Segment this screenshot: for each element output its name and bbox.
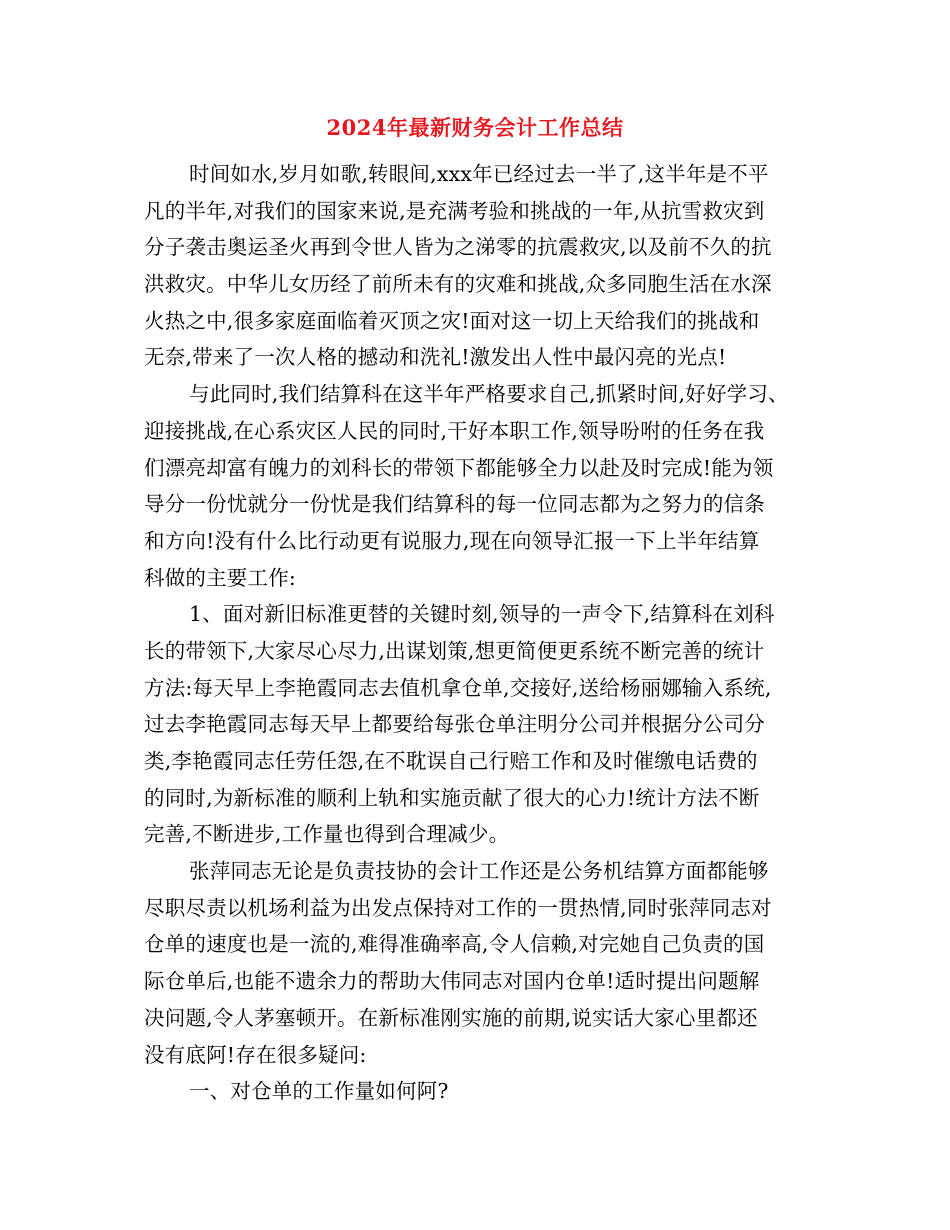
paragraph-line: 和方向!没有什么比行动更有说服力,现在向领导汇报一下上半年结算 <box>144 528 760 553</box>
paragraph-line: 分子袭击奥运圣火再到令世人皆为之涕零的抗震救灾,以及前不久的抗 <box>144 235 772 260</box>
paragraph-line: 科做的主要工作: <box>144 565 297 590</box>
paragraph-line: 一、对仓单的工作量如何阿? <box>189 1079 449 1104</box>
paragraph-line: 导分一份忧就分一份忧是我们结算科的每一位同志都为之努力的信条 <box>144 492 765 517</box>
paragraph-line: 方法:每天早上李艳霞同志去值机拿仓单,交接好,送给杨丽娜输入系统, <box>144 675 772 700</box>
paragraph-line: 完善,不断进步,工作量也得到合理减少。 <box>144 822 510 847</box>
paragraph-line: 火热之中,很多家庭面临着灭顶之灾!面对这一切上天给我们的挑战和 <box>144 308 760 333</box>
paragraph-line: 过去李艳霞同志每天早上都要给每张仓单注明分公司并根据分公司分 <box>144 712 765 737</box>
paragraph-line: 决问题,令人茅塞顿开。在新标准刚实施的前期,说实话大家心里都还 <box>144 1005 758 1030</box>
paragraph-line: 仓单的速度也是一流的,难得准确率高,令人信赖,对完她自己负责的国 <box>144 932 765 957</box>
paragraph-line: 长的带领下,大家尽心尽力,出谋划策,想更简便更系统不断完善的统计 <box>144 638 765 663</box>
paragraph-line: 张萍同志无论是负责技协的会计工作还是公务机结算方面都能够 <box>189 859 769 884</box>
paragraph-line: 类,李艳霞同志任劳任怨,在不耽误自己行赔工作和及时催缴电话费的 <box>144 749 758 773</box>
paragraph-line: 的同时,为新标准的顺利上轨和实施贡献了很大的心力!统计方法不断 <box>144 785 760 810</box>
paragraph-line: 际仓单后,也能不遗余力的帮助大伟同志对国内仓单!适时提出问题解 <box>144 969 760 994</box>
paragraph-line: 凡的半年,对我们的国家来说,是充满考验和挑战的一年,从抗雪救灾到 <box>144 198 765 223</box>
paragraph-line: 无奈,带来了一次人格的撼动和洗礼!激发出人性中最闪亮的光点! <box>144 345 727 370</box>
paragraph-line: 与此同时,我们结算科在这半年严格要求自己,抓紧时间,好好学习、 <box>189 382 789 407</box>
paragraph-line: 没有底阿!存在很多疑问: <box>144 1042 367 1067</box>
paragraph-line: 们漂亮却富有魄力的刘科长的带领下都能够全力以赴及时完成!能为领 <box>144 455 774 480</box>
paragraph-line: 迎接挑战,在心系灾区人民的同时,干好本职工作,领导吩咐的任务在我 <box>144 418 765 443</box>
paragraph-line: 尽职尽责以机场利益为出发点保持对工作的一贯热情,同时张萍同志对 <box>144 895 772 920</box>
paragraph-line: 洪救灾。中华儿女历经了前所未有的灾难和挑战,众多同胞生活在水深 <box>144 272 772 297</box>
paragraph-line: 1、面对新旧标准更替的关键时刻,领导的一声令下,结算科在刘科 <box>189 602 775 627</box>
document-title: 2024年最新财务会计工作总结 <box>326 115 624 140</box>
document-body <box>144 156 824 1110</box>
paragraph-line: 时间如水,岁月如歌,转眼间,xxx年已经过去一半了,这半年是不平 <box>189 162 769 186</box>
